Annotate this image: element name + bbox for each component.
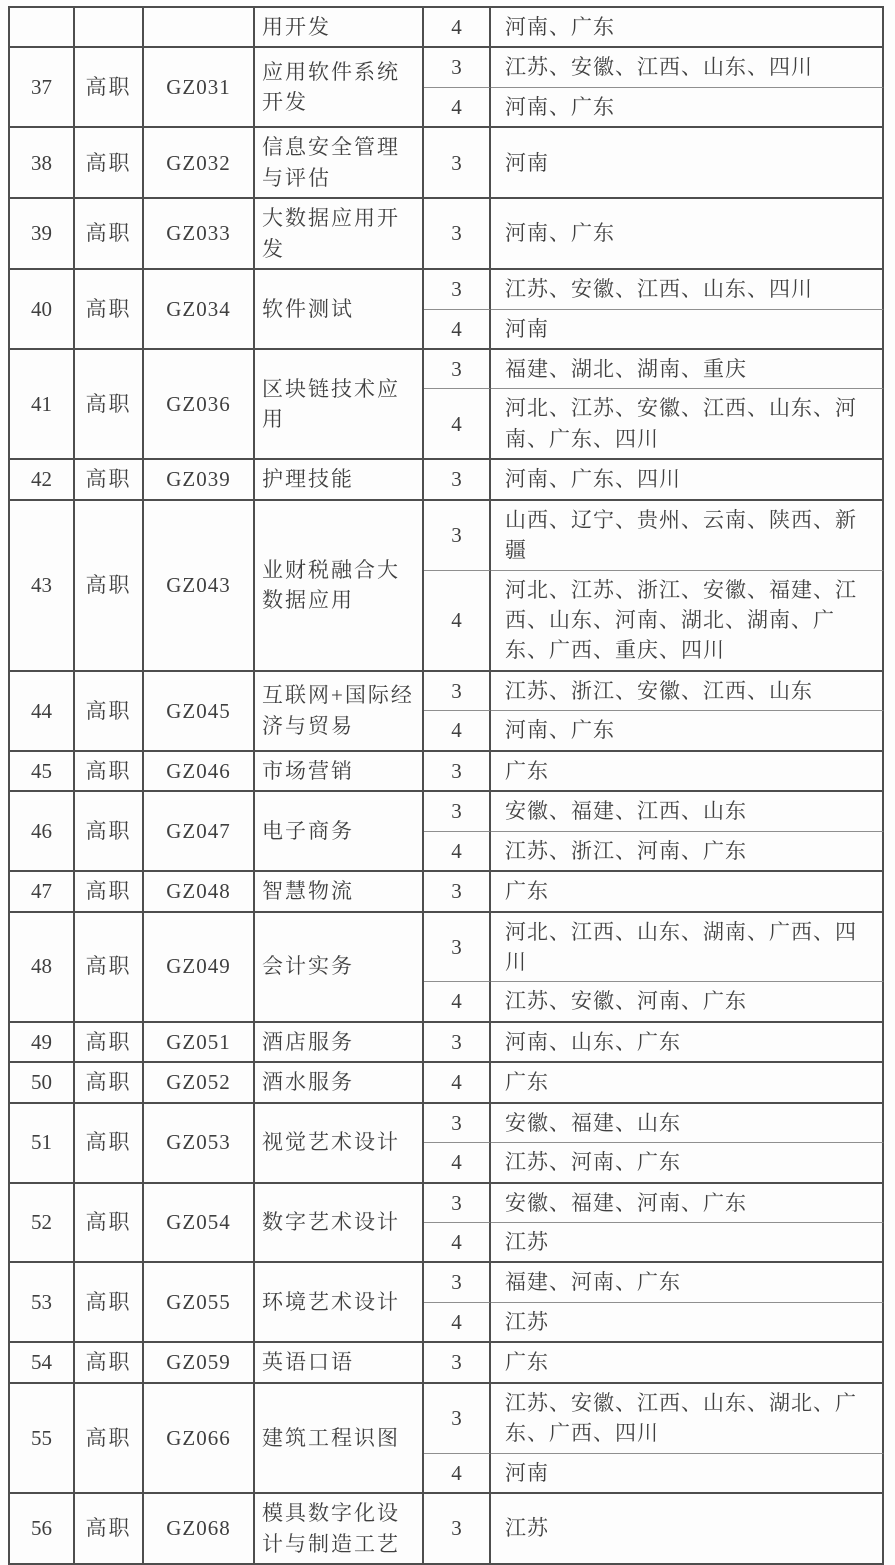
row-code: GZ036 (144, 350, 255, 460)
provinces-list: 江苏、安徽、江西、山东、四川 (491, 48, 884, 87)
provinces-list: 福建、河南、广东 (491, 1263, 884, 1302)
row-number: 40 (10, 270, 75, 350)
row-type: 高职 (75, 872, 144, 912)
slot-count: 4 (424, 1063, 491, 1103)
slot-count: 4 (424, 982, 491, 1022)
slot-count: 3 (424, 672, 491, 711)
row-number: 45 (10, 752, 75, 792)
provinces-list: 河南 (491, 310, 884, 350)
row-code: GZ033 (144, 199, 255, 270)
row-number (10, 8, 75, 48)
row-number: 48 (10, 913, 75, 1023)
row-name: 软件测试 (255, 270, 424, 350)
row-code: GZ032 (144, 128, 255, 199)
slot-count: 4 (424, 1303, 491, 1343)
slot-count: 4 (424, 571, 491, 672)
row-code: GZ039 (144, 460, 255, 500)
provinces-list: 河南、广东 (491, 88, 884, 128)
table-row (10, 1104, 884, 1143)
slot-count: 3 (424, 48, 491, 87)
row-type: 高职 (75, 270, 144, 350)
provinces-list: 江苏、河南、广东 (491, 1143, 884, 1183)
row-type: 高职 (75, 1263, 144, 1343)
provinces-list: 江苏、浙江、河南、广东 (491, 832, 884, 872)
provinces-list: 江苏、浙江、安徽、江西、山东 (491, 672, 884, 711)
row-type (75, 8, 144, 48)
row-name: 护理技能 (255, 460, 424, 500)
row-number: 49 (10, 1023, 75, 1063)
row-name: 酒店服务 (255, 1023, 424, 1063)
slot-count: 3 (424, 460, 491, 500)
row-code: GZ046 (144, 752, 255, 792)
provinces-list: 河南 (491, 1454, 884, 1494)
slot-count: 3 (424, 1263, 491, 1302)
provinces-list: 江苏 (491, 1494, 884, 1565)
slot-count: 3 (424, 1384, 491, 1454)
row-code: GZ054 (144, 1184, 255, 1264)
row-number: 42 (10, 460, 75, 500)
row-type: 高职 (75, 1343, 144, 1383)
slot-count: 3 (424, 270, 491, 309)
row-number: 41 (10, 350, 75, 460)
row-code: GZ031 (144, 48, 255, 128)
row-number: 54 (10, 1343, 75, 1383)
row-number: 38 (10, 128, 75, 199)
row-name: 市场营销 (255, 752, 424, 792)
row-number: 39 (10, 199, 75, 270)
row-type: 高职 (75, 350, 144, 460)
row-name: 互联网+国际经济与贸易 (255, 672, 424, 752)
row-code: GZ055 (144, 1263, 255, 1343)
table-row (10, 501, 884, 571)
row-number: 47 (10, 872, 75, 912)
row-code: GZ043 (144, 501, 255, 672)
row-code: GZ045 (144, 672, 255, 752)
row-number: 51 (10, 1104, 75, 1184)
table-row (10, 8, 884, 48)
provinces-list: 江苏 (491, 1303, 884, 1343)
provinces-list: 河南、广东 (491, 199, 884, 270)
table-row (10, 1184, 884, 1223)
slot-count: 3 (424, 1184, 491, 1223)
row-type: 高职 (75, 48, 144, 128)
table-row (10, 270, 884, 309)
row-code: GZ051 (144, 1023, 255, 1063)
row-code: GZ048 (144, 872, 255, 912)
row-code: GZ068 (144, 1494, 255, 1565)
provinces-list: 安徽、福建、山东 (491, 1104, 884, 1143)
provinces-list: 广东 (491, 872, 884, 912)
table-row (10, 1063, 884, 1103)
slot-count: 3 (424, 1494, 491, 1565)
table-row (10, 913, 884, 983)
row-name: 环境艺术设计 (255, 1263, 424, 1343)
provinces-list: 福建、湖北、湖南、重庆 (491, 350, 884, 389)
slot-count: 4 (424, 310, 491, 350)
row-type: 高职 (75, 1184, 144, 1264)
row-name: 信息安全管理与评估 (255, 128, 424, 199)
slot-count: 3 (424, 128, 491, 199)
competition-items-table (8, 6, 884, 1565)
slot-count: 4 (424, 1223, 491, 1263)
row-type: 高职 (75, 1494, 144, 1565)
row-code: GZ059 (144, 1343, 255, 1383)
provinces-list: 山西、辽宁、贵州、云南、陕西、新疆 (491, 501, 884, 571)
row-name: 电子商务 (255, 792, 424, 872)
row-number: 44 (10, 672, 75, 752)
row-name: 大数据应用开发 (255, 199, 424, 270)
row-type: 高职 (75, 1384, 144, 1494)
slot-count: 3 (424, 350, 491, 389)
slot-count: 3 (424, 913, 491, 983)
row-code: GZ047 (144, 792, 255, 872)
row-code: GZ052 (144, 1063, 255, 1103)
row-name: 数字艺术设计 (255, 1184, 424, 1264)
row-type: 高职 (75, 128, 144, 199)
provinces-list: 河南、广东 (491, 8, 884, 48)
row-name: 业财税融合大数据应用 (255, 501, 424, 672)
row-code: GZ066 (144, 1384, 255, 1494)
row-name: 会计实务 (255, 913, 424, 1023)
row-name: 视觉艺术设计 (255, 1104, 424, 1184)
slot-count: 4 (424, 88, 491, 128)
provinces-list: 河南、山东、广东 (491, 1023, 884, 1063)
table-row (10, 792, 884, 831)
row-code: GZ034 (144, 270, 255, 350)
row-type: 高职 (75, 199, 144, 270)
slot-count: 3 (424, 1104, 491, 1143)
row-type: 高职 (75, 1104, 144, 1184)
row-number: 55 (10, 1384, 75, 1494)
provinces-list: 广东 (491, 1343, 884, 1383)
row-number: 53 (10, 1263, 75, 1343)
row-name: 模具数字化设计与制造工艺 (255, 1494, 424, 1565)
table-row (10, 872, 884, 912)
slot-count: 4 (424, 711, 491, 751)
table-row (10, 128, 884, 199)
row-type: 高职 (75, 672, 144, 752)
row-type: 高职 (75, 1023, 144, 1063)
table-row (10, 48, 884, 87)
provinces-list: 河北、江苏、浙江、安徽、福建、江西、山东、河南、湖北、湖南、广东、广西、重庆、四川 (491, 571, 884, 672)
row-code (144, 8, 255, 48)
provinces-list: 安徽、福建、河南、广东 (491, 1184, 884, 1223)
row-number: 43 (10, 501, 75, 672)
table-row (10, 672, 884, 711)
slot-count: 3 (424, 792, 491, 831)
slot-count: 3 (424, 1023, 491, 1063)
row-name: 建筑工程识图 (255, 1384, 424, 1494)
row-type: 高职 (75, 1063, 144, 1103)
table-body (10, 8, 884, 1565)
row-type: 高职 (75, 501, 144, 672)
table-row (10, 350, 884, 389)
slot-count: 3 (424, 199, 491, 270)
provinces-list: 河南 (491, 128, 884, 199)
row-number: 50 (10, 1063, 75, 1103)
table-row (10, 199, 884, 270)
provinces-list: 江苏、安徽、河南、广东 (491, 982, 884, 1022)
table-row (10, 752, 884, 792)
row-type: 高职 (75, 913, 144, 1023)
table-row (10, 1023, 884, 1063)
provinces-list: 江苏、安徽、江西、山东、四川 (491, 270, 884, 309)
row-number: 46 (10, 792, 75, 872)
row-name: 酒水服务 (255, 1063, 424, 1103)
slot-count: 3 (424, 872, 491, 912)
row-number: 52 (10, 1184, 75, 1264)
provinces-list: 河北、江西、山东、湖南、广西、四川 (491, 913, 884, 983)
provinces-list: 江苏 (491, 1223, 884, 1263)
table-row (10, 1494, 884, 1565)
provinces-list: 河北、江苏、安徽、江西、山东、河南、广东、四川 (491, 389, 884, 460)
slot-count: 3 (424, 1343, 491, 1383)
row-name: 应用软件系统开发 (255, 48, 424, 128)
table-row (10, 1343, 884, 1383)
row-type: 高职 (75, 460, 144, 500)
row-type: 高职 (75, 752, 144, 792)
provinces-list: 河南、广东、四川 (491, 460, 884, 500)
provinces-list: 安徽、福建、江西、山东 (491, 792, 884, 831)
provinces-list: 河南、广东 (491, 711, 884, 751)
row-name: 区块链技术应用 (255, 350, 424, 460)
slot-count: 4 (424, 8, 491, 48)
table-row (10, 460, 884, 500)
provinces-list: 广东 (491, 752, 884, 792)
slot-count: 4 (424, 1143, 491, 1183)
table-row (10, 1384, 884, 1454)
table-row (10, 1263, 884, 1302)
row-code: GZ053 (144, 1104, 255, 1184)
row-type: 高职 (75, 792, 144, 872)
row-code: GZ049 (144, 913, 255, 1023)
row-name: 英语口语 (255, 1343, 424, 1383)
slot-count: 4 (424, 1454, 491, 1494)
provinces-list: 江苏、安徽、江西、山东、湖北、广东、广西、四川 (491, 1384, 884, 1454)
row-name: 用开发 (255, 8, 424, 48)
slot-count: 3 (424, 752, 491, 792)
row-number: 56 (10, 1494, 75, 1565)
slot-count: 4 (424, 389, 491, 460)
provinces-list: 广东 (491, 1063, 884, 1103)
row-number: 37 (10, 48, 75, 128)
slot-count: 4 (424, 832, 491, 872)
slot-count: 3 (424, 501, 491, 571)
row-name: 智慧物流 (255, 872, 424, 912)
